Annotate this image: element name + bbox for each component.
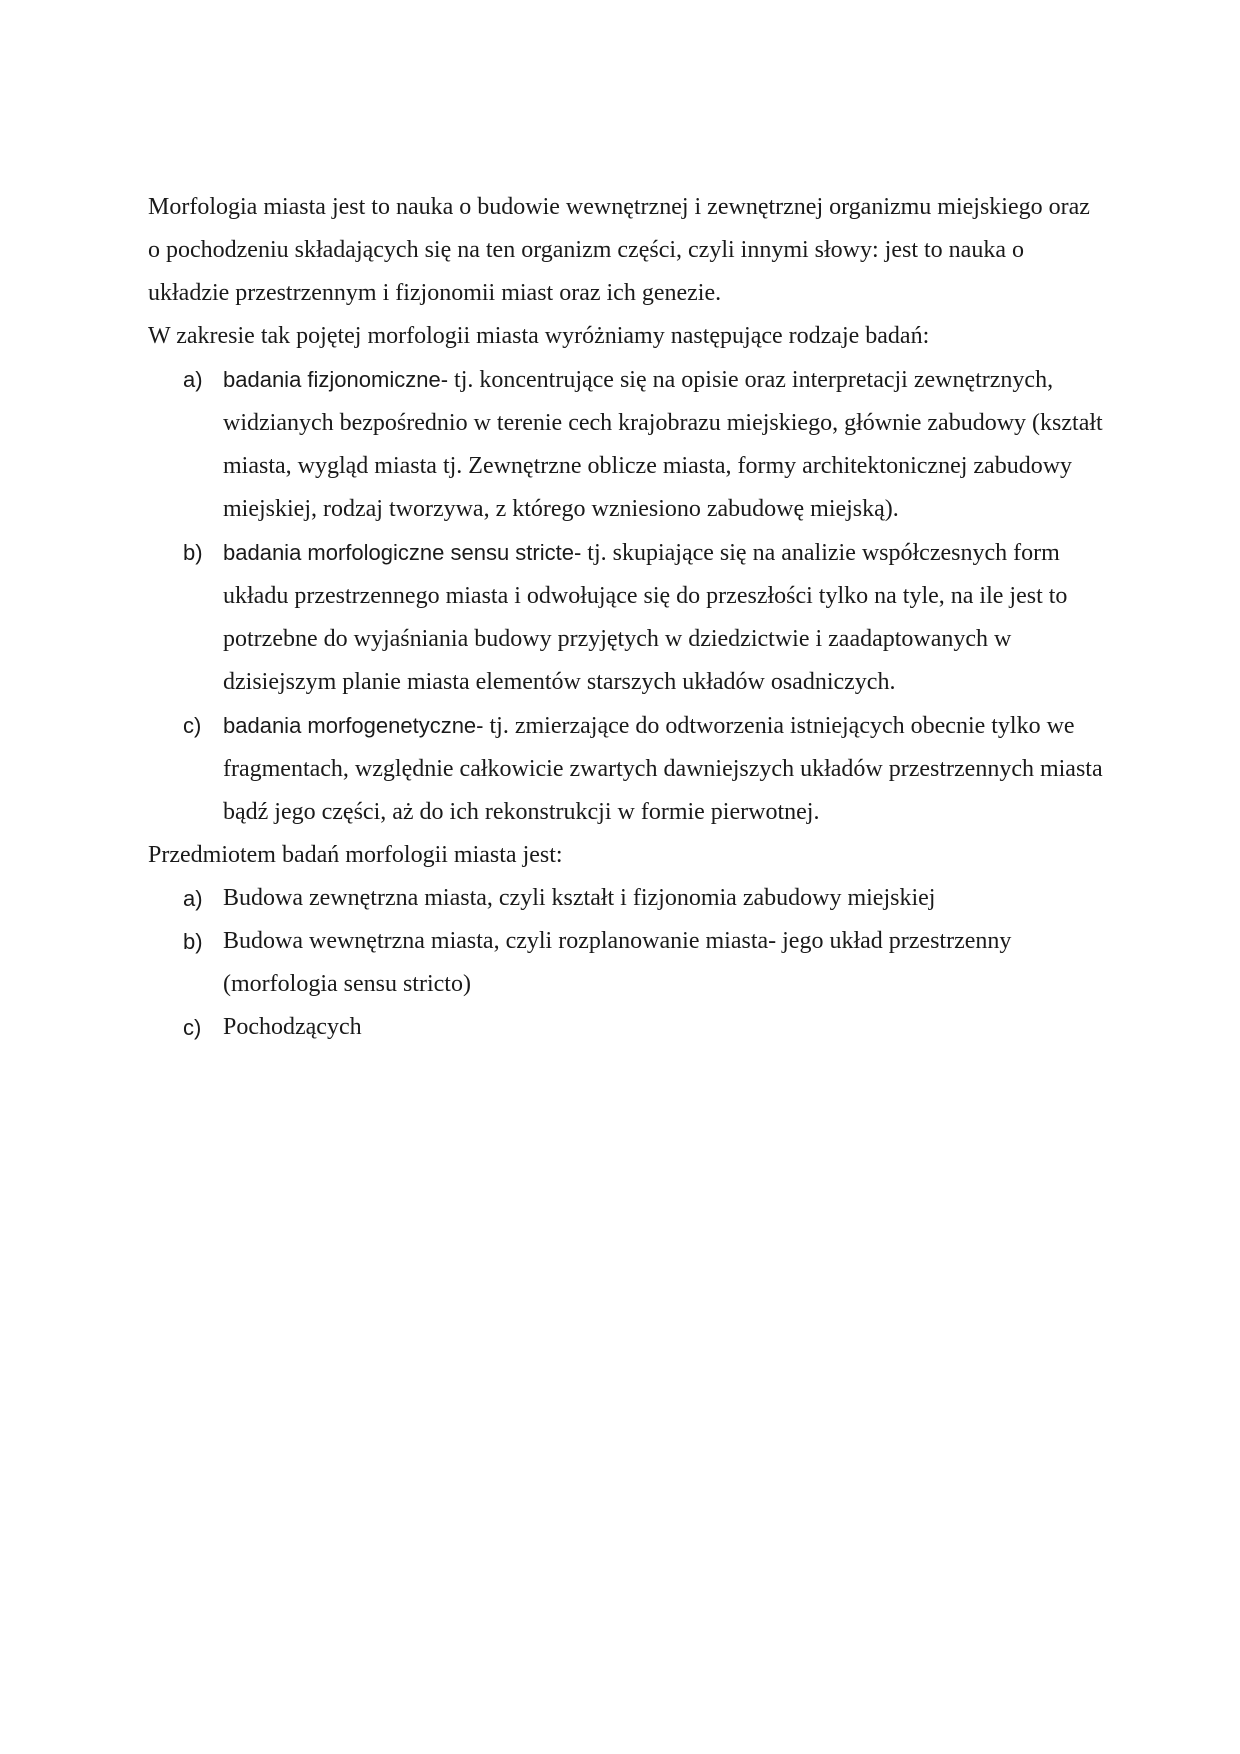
research-term: badania fizjonomiczne-	[223, 367, 449, 392]
research-definition: tj. skupiające się na analizie współczesnych form układu przestrzennego miasta i odwołujące się do przeszłości tylko na tyle, na ile jest to potrzebne do wyjaśniania budowy przyjętych w dziedzictwie i zaadaptowanych w dzisiejszym planie miasta elementów starszych układów osadniczych.	[223, 540, 1068, 695]
list-item	[148, 1006, 1103, 1049]
list-marker: b)	[183, 540, 203, 565]
subject-item-text: Budowa wewnętrzna miasta, czyli rozplanowanie miasta- jego układ przestrzenny (morfologia sensu stricto)	[223, 928, 1012, 997]
document-body	[148, 186, 1103, 1049]
list-marker: b)	[183, 929, 203, 954]
intro-paragraph: Morfologia miasta jest to nauka o budowie wewnętrznej i zewnętrznej organizmu miejskiego oraz o pochodzeniu składających się na ten organizm części, czyli innymi słowy: jest to nauka o układzie przestrzennym i fizjonomii miast oraz ich genezie.	[148, 194, 1090, 306]
research-types-list	[148, 358, 1103, 834]
list-marker: a)	[183, 886, 203, 911]
subject-item-text: Budowa zewnętrzna miasta, czyli kształt i fizjonomia zabudowy miejskiej	[223, 885, 936, 911]
research-definition: tj. zmierzające do odtworzenia istniejących obecnie tylko we fragmentach, względnie całkowicie zwartych dawniejszych układów przestrzennych miasta bądź jego części, aż do ich rekonstrukcji w formie pierwotnej.	[223, 713, 1103, 825]
subject-item-text: Pochodzących	[223, 1014, 362, 1040]
subject-list	[148, 877, 1103, 1049]
research-term: badania morfologiczne sensu stricte-	[223, 540, 582, 565]
list-item	[148, 531, 1103, 704]
list-marker: c)	[183, 713, 202, 738]
subject-lead: Przedmiotem badań morfologii miasta jest:	[148, 842, 563, 868]
list-item	[148, 704, 1103, 834]
list-item	[148, 920, 1103, 1006]
list-item	[148, 358, 1103, 531]
list-marker: a)	[183, 367, 203, 392]
research-definition: tj. koncentrujące się na opisie oraz interpretacji zewnętrznych, widzianych bezpośrednio w terenie cech krajobrazu miejskiego, głównie zabudowy (kształt miasta, wygląd miasta tj. Zewnętrzne oblicze miasta, formy architektonicznej zabudowy miejskiej, rodzaj tworzywa, z którego wzniesiono zabudowę miejską).	[223, 367, 1103, 522]
list-marker: c)	[183, 1015, 202, 1040]
list-item	[148, 877, 1103, 920]
research-types-lead: W zakresie tak pojętej morfologii miasta wyróżniamy następujące rodzaje badań:	[148, 323, 930, 349]
research-term: badania morfogenetyczne-	[223, 713, 484, 738]
